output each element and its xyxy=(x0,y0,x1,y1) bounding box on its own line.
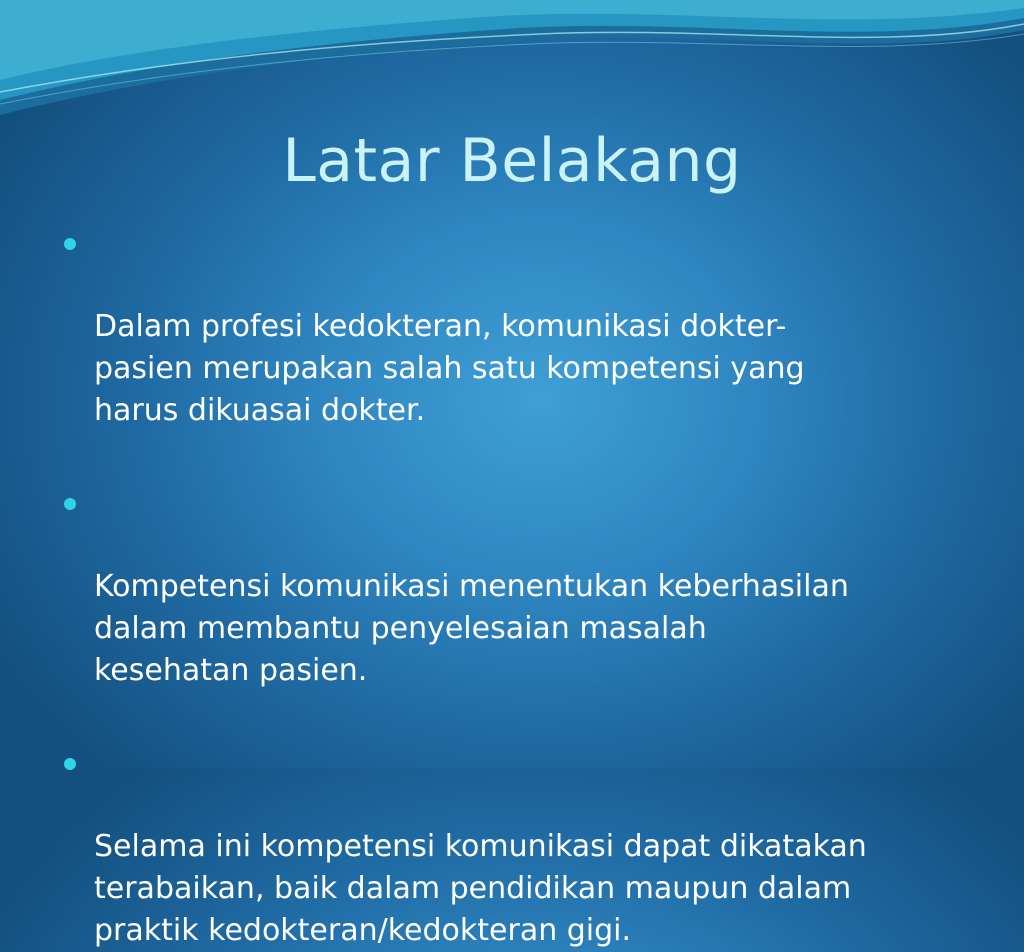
bullet-text: Kompetensi komunikasi menentukan keberhasilan dalam membantu penyelesaian masalah kesehatan pasien. xyxy=(94,569,849,688)
bullet-list xyxy=(62,222,962,952)
bullet-item xyxy=(62,482,962,692)
decorative-wave-header xyxy=(0,0,1024,130)
bullet-dot-icon xyxy=(64,758,76,770)
bullet-text: Selama ini kompetensi komunikasi dapat dikatakan terabaikan, baik dalam pendidikan maupun dalam praktik kedokteran/kedokteran gigi. xyxy=(94,829,867,948)
bullet-item xyxy=(62,742,962,952)
slide-title: Latar Belakang xyxy=(282,126,742,196)
bullet-dot-icon xyxy=(64,238,76,250)
bullet-text: Dalam profesi kedokteran, komunikasi dokter- pasien merupakan salah satu kompetensi yang harus dikuasai dokter. xyxy=(94,309,805,428)
bullet-dot-icon xyxy=(64,498,76,510)
bullet-item xyxy=(62,222,962,432)
